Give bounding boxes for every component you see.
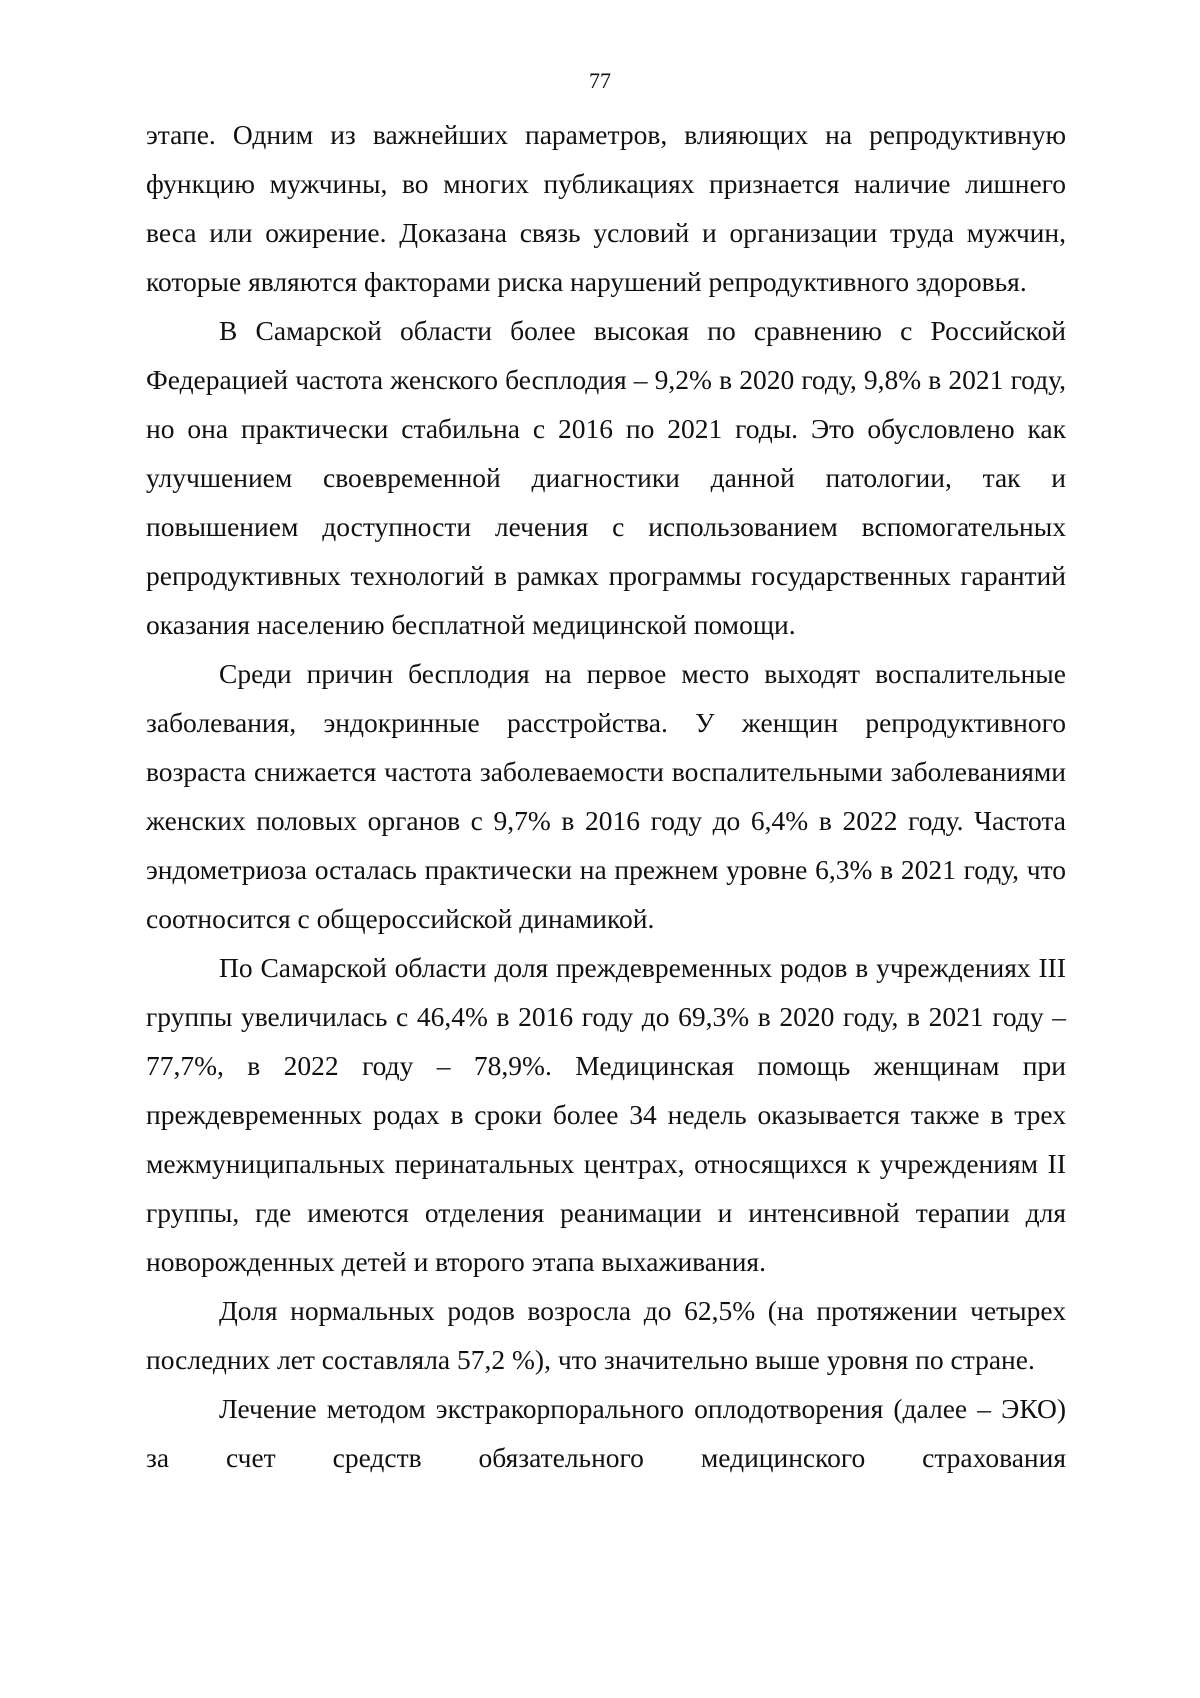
paragraph-male-reproductive-factors: этапе. Одним из важнейших параметров, влияющих на репродуктивную функцию мужчины, во многих публикациях признается наличие лишнего веса или ожирение. Доказана связь условий и организации труда мужчин, которые являются факторами риска нарушений репродуктивного здоровья. — [146, 119, 1066, 297]
paragraph-preterm-births: По Самарской области доля преждевременных родов в учреждениях III группы увеличилась с 46,4% в 2016 году до 69,3% в 2020 году, в 2021 году – 77,7%, в 2022 году – 78,9%. Медицинская помощь женщинам при преждевременных родах в сроки более 34 недель оказывается также в трех межмуниципальных перинатальных центрах, относящихся к учреждениям II группы, где имеются отделения реанимации и интенсивной терапии для новорожденных детей и второго этапа выхаживания. — [146, 952, 1066, 1277]
paragraph-normal-births: Доля нормальных родов возросла до 62,5% (на протяжении четырех последних лет составляла 57,2 %), что значительно выше уровня по стране. — [146, 1295, 1066, 1375]
paragraph-female-infertility-rate: В Самарской области более высокая по сравнению с Российской Федерацией частота женского бесплодия – 9,2% в 2020 году, 9,8% в 2021 году, но она практически стабильна с 2016 по 2021 годы. Это обусловлено как улучшением своевременной диагностики данной патологии, так и повышением доступности лечения с использованием вспомогательных репродуктивных технологий в рамках программы государственных гарантий оказания населению бесплатной медицинской помощи. — [146, 315, 1066, 640]
page-number: 77 — [589, 68, 611, 93]
document-body — [146, 110, 1066, 1482]
paragraph-infertility-causes: Среди причин бесплодия на первое место выходят воспалительные заболевания, эндокринные расстройства. У женщин репродуктивного возраста снижается частота заболеваемости воспалительными заболеваниями женских половых органов с 9,7% в 2016 году до 6,4% в 2022 году. Частота эндометриоза осталась практически на прежнем уровне 6,3% в 2021 году, что соотносится с общероссийской динамикой. — [146, 658, 1066, 934]
paragraph-ivf-treatment: Лечение методом экстракорпорального оплодотворения (далее – ЭКО) за счет средств обязательного медицинского страхования — [146, 1393, 1066, 1473]
